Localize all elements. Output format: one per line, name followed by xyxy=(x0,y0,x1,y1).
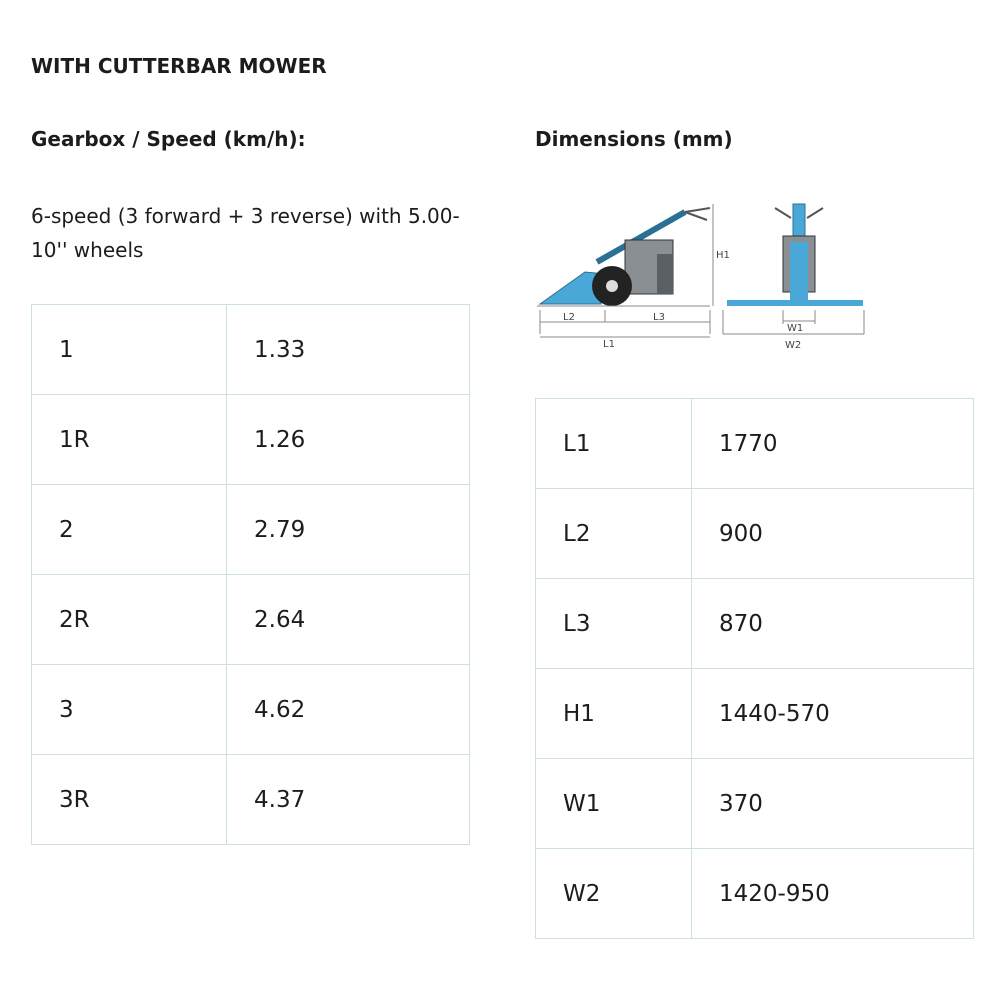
diagram-label-w2: W2 xyxy=(785,340,802,351)
dimension-label-cell: H1 xyxy=(536,669,692,759)
dimension-value-cell: 870 xyxy=(692,579,974,669)
gear-cell: 1 xyxy=(32,305,227,395)
dimension-label-cell: L3 xyxy=(536,579,692,669)
gear-cell: 2R xyxy=(32,575,227,665)
speed-cell: 1.26 xyxy=(227,395,470,485)
page-title: WITH CUTTERBAR MOWER xyxy=(31,54,327,78)
table-row xyxy=(32,395,470,485)
dimension-value-cell: 1770 xyxy=(692,399,974,489)
table-row xyxy=(536,399,974,489)
dimension-value-cell: 1420-950 xyxy=(692,849,974,939)
table-row xyxy=(32,485,470,575)
mower-dimensions-diagram xyxy=(535,192,870,354)
gear-cell: 2 xyxy=(32,485,227,575)
speed-cell: 4.37 xyxy=(227,755,470,845)
diagram-label-l3: L3 xyxy=(653,312,665,323)
speed-cell: 4.62 xyxy=(227,665,470,755)
speed-cell: 1.33 xyxy=(227,305,470,395)
table-row xyxy=(536,759,974,849)
diagram-label-l2: L2 xyxy=(563,312,575,323)
mower-front-view-icon xyxy=(727,204,863,306)
diagram-label-w1: W1 xyxy=(787,323,804,334)
table-row xyxy=(536,849,974,939)
table-row xyxy=(32,665,470,755)
table-row xyxy=(536,489,974,579)
mower-side-view-icon xyxy=(537,208,710,306)
dimension-label-cell: W2 xyxy=(536,849,692,939)
table-row xyxy=(32,305,470,395)
diagram-label-l1: L1 xyxy=(603,339,615,350)
table-row xyxy=(32,575,470,665)
gear-cell: 1R xyxy=(32,395,227,485)
dimensions-heading: Dimensions (mm) xyxy=(535,127,733,151)
table-row xyxy=(536,669,974,759)
table-row xyxy=(536,579,974,669)
speed-table xyxy=(31,304,470,845)
dimension-label-cell: L1 xyxy=(536,399,692,489)
dimension-value-cell: 370 xyxy=(692,759,974,849)
gearbox-description: 6-speed (3 forward + 3 reverse) with 5.00-10'' wheels xyxy=(31,204,460,262)
dimension-value-cell: 900 xyxy=(692,489,974,579)
gearbox-heading: Gearbox / Speed (km/h): xyxy=(31,127,306,151)
gear-cell: 3 xyxy=(32,665,227,755)
gear-cell: 3R xyxy=(32,755,227,845)
dimension-value-cell: 1440-570 xyxy=(692,669,974,759)
dimension-label-cell: L2 xyxy=(536,489,692,579)
diagram-label-h1: H1 xyxy=(716,250,730,261)
dimensions-table xyxy=(535,398,974,939)
speed-cell: 2.79 xyxy=(227,485,470,575)
dimension-label-cell: W1 xyxy=(536,759,692,849)
speed-cell: 2.64 xyxy=(227,575,470,665)
table-row xyxy=(32,755,470,845)
